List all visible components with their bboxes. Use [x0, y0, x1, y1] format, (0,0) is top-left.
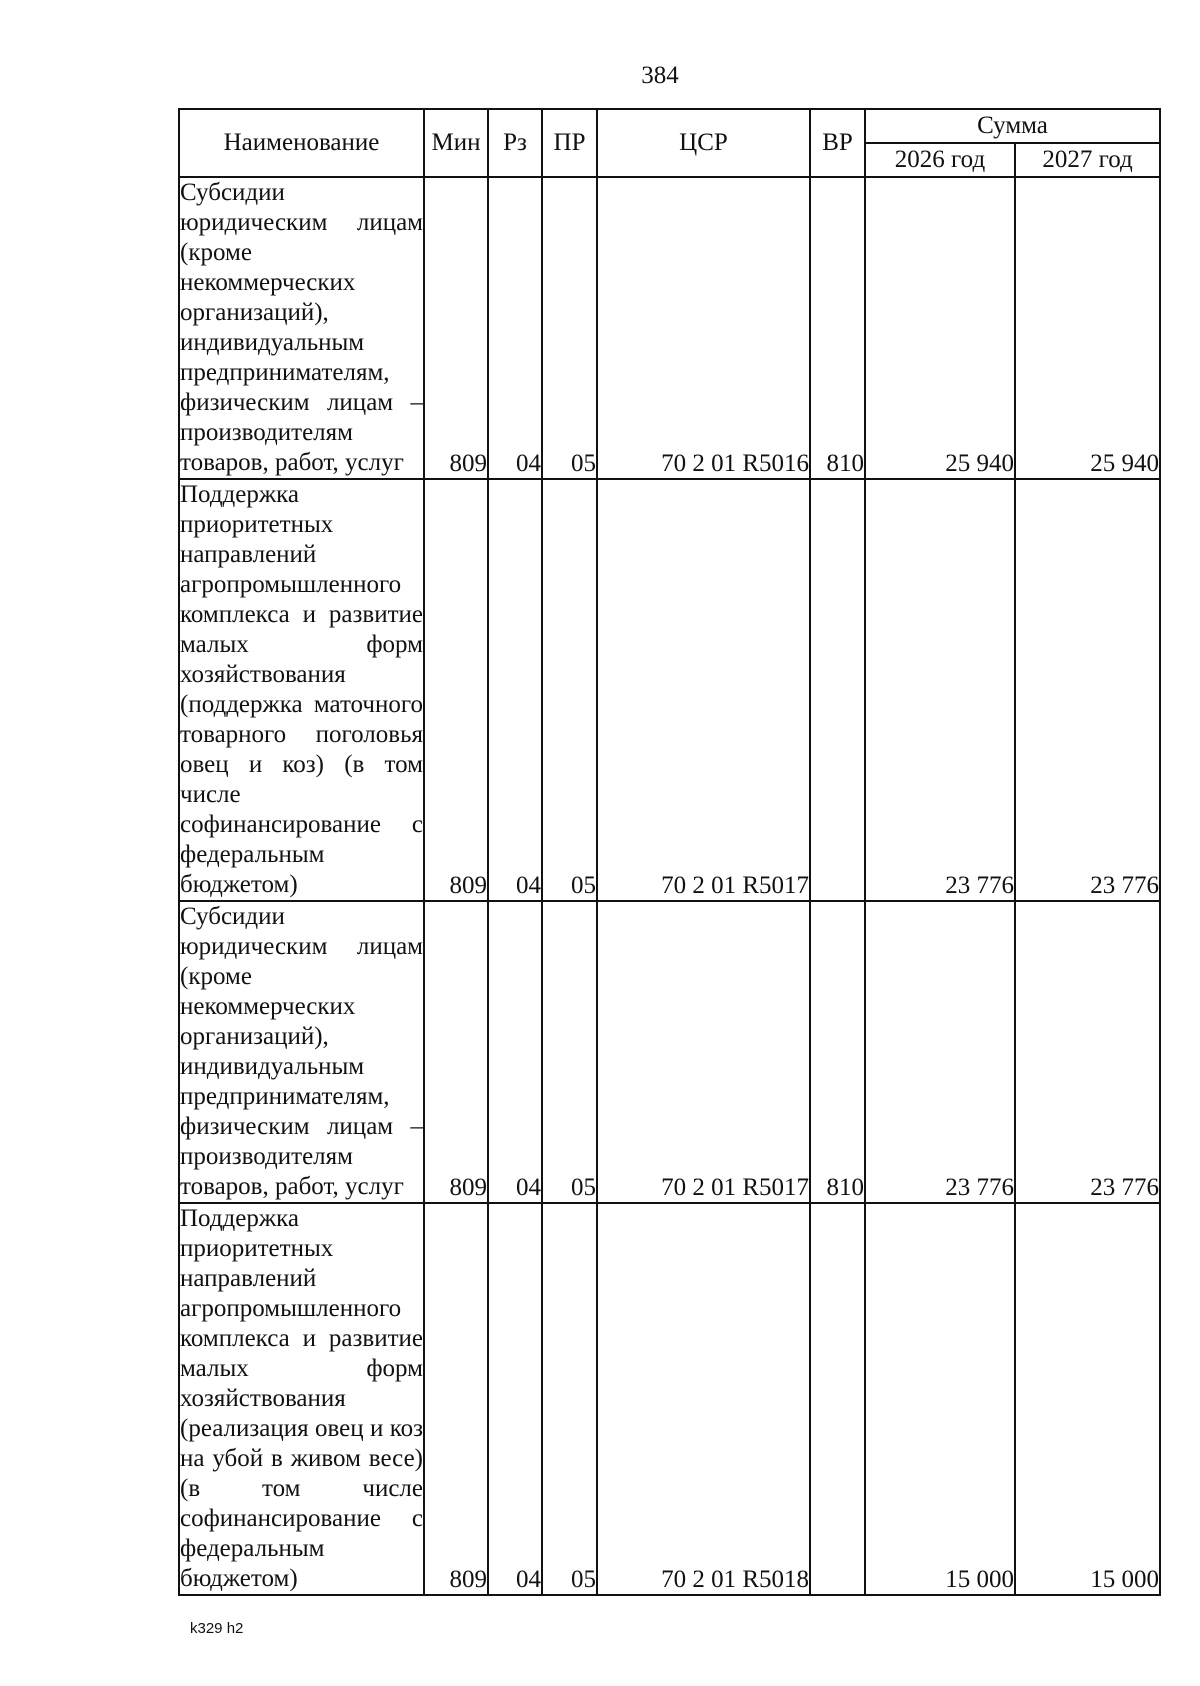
- table-row: [179, 177, 1160, 479]
- row-rz: 04: [488, 177, 542, 479]
- row-min: 809: [424, 1203, 488, 1595]
- row-sum-2026: 23 776: [865, 901, 1015, 1203]
- row-csr: 70 2 01 R5017: [597, 901, 810, 1203]
- row-sum-2027: 25 940: [1015, 177, 1160, 479]
- row-min: 809: [424, 901, 488, 1203]
- header-min: Мин: [424, 109, 488, 177]
- row-vr: [810, 479, 865, 901]
- footer-code: k329 h2: [190, 1620, 244, 1637]
- header-rz: Рз: [488, 109, 542, 177]
- row-rz: 04: [488, 901, 542, 1203]
- header-year-2026: 2026 год: [865, 143, 1015, 177]
- row-sum-2026: 15 000: [865, 1203, 1015, 1595]
- row-min: 809: [424, 177, 488, 479]
- row-name: Поддержка приоритетных направлений агропромышленного комплекса и развитие малых форм хозяйствования (реализация овец и коз на убой в живом весе) (в том числе софинансирование с федеральным бюджетом): [179, 1203, 424, 1595]
- row-pr: 05: [542, 1203, 597, 1595]
- table-row: [179, 479, 1160, 901]
- row-pr: 05: [542, 479, 597, 901]
- row-sum-2026: 23 776: [865, 479, 1015, 901]
- row-csr: 70 2 01 R5017: [597, 479, 810, 901]
- row-sum-2027: 23 776: [1015, 479, 1160, 901]
- row-min: 809: [424, 479, 488, 901]
- header-name: Наименование: [179, 109, 424, 177]
- row-csr: 70 2 01 R5016: [597, 177, 810, 479]
- header-row-top: [179, 109, 1160, 143]
- header-sum: Сумма: [865, 109, 1160, 143]
- row-pr: 05: [542, 177, 597, 479]
- header-pr: ПР: [542, 109, 597, 177]
- row-sum-2027: 23 776: [1015, 901, 1160, 1203]
- row-sum-2027: 15 000: [1015, 1203, 1160, 1595]
- header-year-2027: 2027 год: [1015, 143, 1160, 177]
- row-rz: 04: [488, 479, 542, 901]
- header-vr: ВР: [810, 109, 865, 177]
- row-sum-2026: 25 940: [865, 177, 1015, 479]
- row-vr: 810: [810, 177, 865, 479]
- row-vr: [810, 1203, 865, 1595]
- row-name: Субсидии юридическим лицам (кроме некоммерческих организаций), индивидуальным предпринимателям, физическим лицам – производителям товаров, работ, услуг: [179, 177, 424, 479]
- table-row: [179, 901, 1160, 1203]
- row-name: Поддержка приоритетных направлений агропромышленного комплекса и развитие малых форм хозяйствования (поддержка маточного товарного поголовья овец и коз) (в том числе софинансирование с федеральным бюджетом): [179, 479, 424, 901]
- row-csr: 70 2 01 R5018: [597, 1203, 810, 1595]
- budget-table: [178, 108, 1161, 1596]
- table-row: [179, 1203, 1160, 1595]
- row-rz: 04: [488, 1203, 542, 1595]
- row-pr: 05: [542, 901, 597, 1203]
- row-vr: 810: [810, 901, 865, 1203]
- row-name: Субсидии юридическим лицам (кроме некоммерческих организаций), индивидуальным предпринимателям, физическим лицам – производителям товаров, работ, услуг: [179, 901, 424, 1203]
- page-number: 384: [641, 62, 679, 89]
- header-csr: ЦСР: [597, 109, 810, 177]
